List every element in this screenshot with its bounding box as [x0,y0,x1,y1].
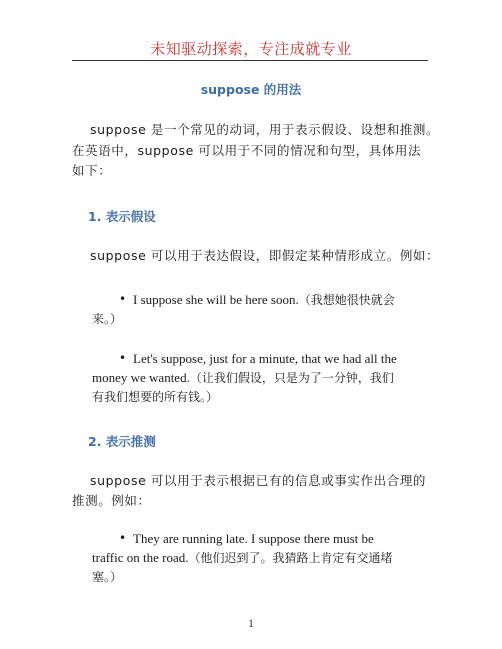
example-line-2 [92,548,393,568]
example-bullet [119,290,395,310]
example-bullet [119,529,374,548]
example-chinese: （我想她很快就会 [298,293,395,307]
example-english: Let's suppose, just for a minute, that we had all the [133,351,397,366]
example-english: money we wanted. [92,370,190,385]
example-line-2: 来。） [92,312,123,326]
example-continuation [92,310,122,329]
section-heading-inference: 2. 表示推测 [88,434,156,449]
intro-paragraph [90,120,439,140]
bullet-dot-icon: • [119,292,127,306]
example-line-3: 有我们想要的所有钱。） [92,390,219,404]
document-title: suppose 的用法 [200,82,302,97]
intro-paragraph-continued [72,141,421,181]
example-line-1 [133,290,395,310]
intro-line-1: suppose 是一个常见的动词，用于表示假设、设想和推测。 [90,122,440,137]
example-chinese: （让我们假设，只是为了一分钟，我们 [189,371,394,385]
example-english: I suppose she will be here soon. [133,292,299,307]
example-chinese: （他们迟到了。我猜路上肯定有交通堵 [188,551,393,565]
section-2-description-continued [72,491,151,511]
section-heading-assumption: 1. 表示假设 [88,209,156,224]
page-header: 未知驱动探索，专注成就专业 [150,40,352,58]
page-number: 1 [248,616,254,630]
bullet-dot-icon: • [119,351,127,365]
section-2-description [90,471,426,491]
example-bullet [119,349,397,368]
section-1-description [90,246,439,266]
bullet-dot-icon: • [119,531,127,545]
example-line-3: 塞。） [92,570,123,584]
section-1-description-line: suppose 可以用于表达假设，即假定某种情形成立。例如： [90,248,440,263]
example-english: traffic on the road. [92,550,189,565]
intro-line-2: 在英语中，suppose 可以用于不同的情况和句型，具体用法 [72,143,422,158]
example-continuation [92,548,393,587]
section-2-description-line-1: suppose 可以用于表示根据已有的信息或事实作出合理的 [90,473,427,488]
example-line-2 [92,368,394,388]
header-divider [72,60,428,61]
intro-line-3: 如下： [72,163,112,178]
section-2-description-line-2: 推测。例如： [72,493,151,508]
example-continuation [92,368,394,407]
example-english: They are running late. I suppose there must be [133,531,374,546]
